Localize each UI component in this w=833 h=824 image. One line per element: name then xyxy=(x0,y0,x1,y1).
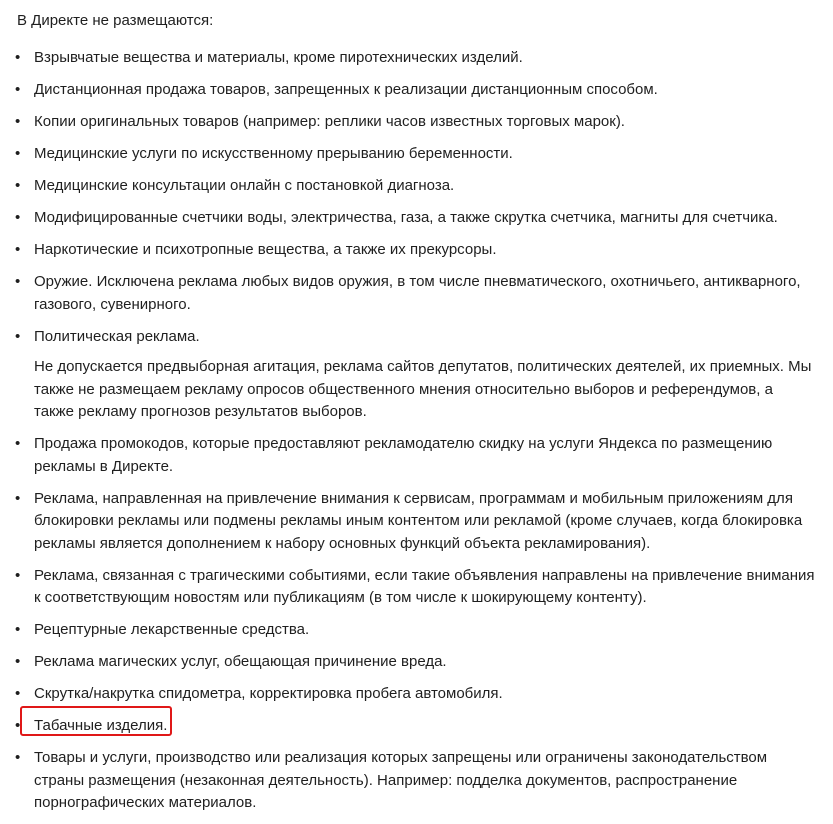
list-item-text: Товары и услуги, производство или реализация которых запрещены или ограничены законодательством страны размещения (незаконная деятельность). Например: подделка документов, распространение порнографических материалов. xyxy=(34,749,768,811)
intro-heading: В Директе не размещаются: xyxy=(17,12,214,29)
bullet-icon: • xyxy=(15,653,21,670)
list-item xyxy=(0,111,833,134)
list-item-text: Наркотические и психотропные вещества, а также их прекурсоры. xyxy=(34,241,497,258)
list-item xyxy=(0,207,833,230)
list-item-text: Реклама, направленная на привлечение внимания к сервисам, программам и мобильным приложениям для блокировки рекламы или подмены рекламы иным контентом или рекламой (кроме случаев, когда блокировка рекламы является дополнением к набору основных функций объекта рекламирования). xyxy=(34,489,803,552)
list-item xyxy=(0,683,833,706)
bullet-icon: • xyxy=(15,621,21,638)
bullet-icon: • xyxy=(15,273,21,290)
list-item-text: Медицинские консультации онлайн с постановкой диагноза. xyxy=(34,177,455,194)
list-item-text: Медицинские услуги по искусственному прерыванию беременности. xyxy=(34,145,513,162)
prohibited-items-list xyxy=(0,47,833,824)
bullet-icon: • xyxy=(15,81,21,98)
list-item-text: Реклама, связанная с трагическими событиями, если такие объявления направлены на привлечение внимания к соответствующим новостям или публикациям (в том числе к шокирующему контенту). xyxy=(34,566,815,606)
list-item xyxy=(0,143,833,166)
bullet-icon: • xyxy=(15,717,21,734)
bullet-icon: • xyxy=(15,209,21,226)
bullet-icon: • xyxy=(15,241,21,258)
list-item xyxy=(0,488,833,556)
list-item xyxy=(0,175,833,198)
list-item-note: Не допускается предвыборная агитация, реклама сайтов депутатов, политических деятелей, их приемных. Мы также не размещаем рекламу опросов общественного мнения относительно выборов и референдумов, а также рекламу прогнозов результатов выборов. xyxy=(34,358,812,420)
list-item xyxy=(0,619,833,642)
list-item-text: Политическая реклама. xyxy=(34,327,200,345)
list-item-text: Взрывчатые вещества и материалы, кроме пиротехнических изделий. xyxy=(34,49,523,66)
list-item xyxy=(0,565,833,610)
list-item-text: Рецептурные лекарственные средства. xyxy=(34,621,310,638)
list-item-text: Табачные изделия. xyxy=(34,717,168,734)
bullet-icon: • xyxy=(15,489,21,507)
list-item xyxy=(0,239,833,262)
list-item-text: Дистанционная продажа товаров, запрещенных к реализации дистанционным способом. xyxy=(34,81,658,98)
bullet-icon: • xyxy=(15,113,21,130)
list-item-text: Копии оригинальных товаров (например: реплики часов известных торговых марок). xyxy=(34,113,625,130)
list-item xyxy=(0,651,833,674)
list-item-text: Скрутка/накрутка спидометра, корректировка пробега автомобиля. xyxy=(34,685,503,702)
list-item-text: Продажа промокодов, которые предоставляют рекламодателю скидку на услуги Яндекса по размещению рекламы в Директе. xyxy=(34,435,773,475)
list-item-highlighted xyxy=(0,715,833,738)
bullet-icon: • xyxy=(15,749,21,766)
bullet-icon: • xyxy=(15,566,21,584)
bullet-icon: • xyxy=(15,177,21,194)
list-item xyxy=(0,433,833,478)
list-item-text: Модифицированные счетчики воды, электричества, газа, а также скрутка счетчика, магниты для счетчика. xyxy=(34,209,778,226)
list-item xyxy=(0,747,833,815)
list-item xyxy=(0,326,833,424)
list-item xyxy=(0,79,833,102)
bullet-icon: • xyxy=(15,435,21,452)
list-item xyxy=(0,271,833,316)
list-item-text: Реклама магических услуг, обещающая причинение вреда. xyxy=(34,653,447,670)
list-item-text: Оружие. Исключена реклама любых видов оружия, в том числе пневматического, охотничьего, антикварного, газового, сувенирного. xyxy=(34,273,801,313)
bullet-icon: • xyxy=(15,145,21,162)
bullet-icon: • xyxy=(15,49,21,66)
list-item xyxy=(0,47,833,70)
bullet-icon: • xyxy=(15,327,21,345)
bullet-icon: • xyxy=(15,685,21,702)
